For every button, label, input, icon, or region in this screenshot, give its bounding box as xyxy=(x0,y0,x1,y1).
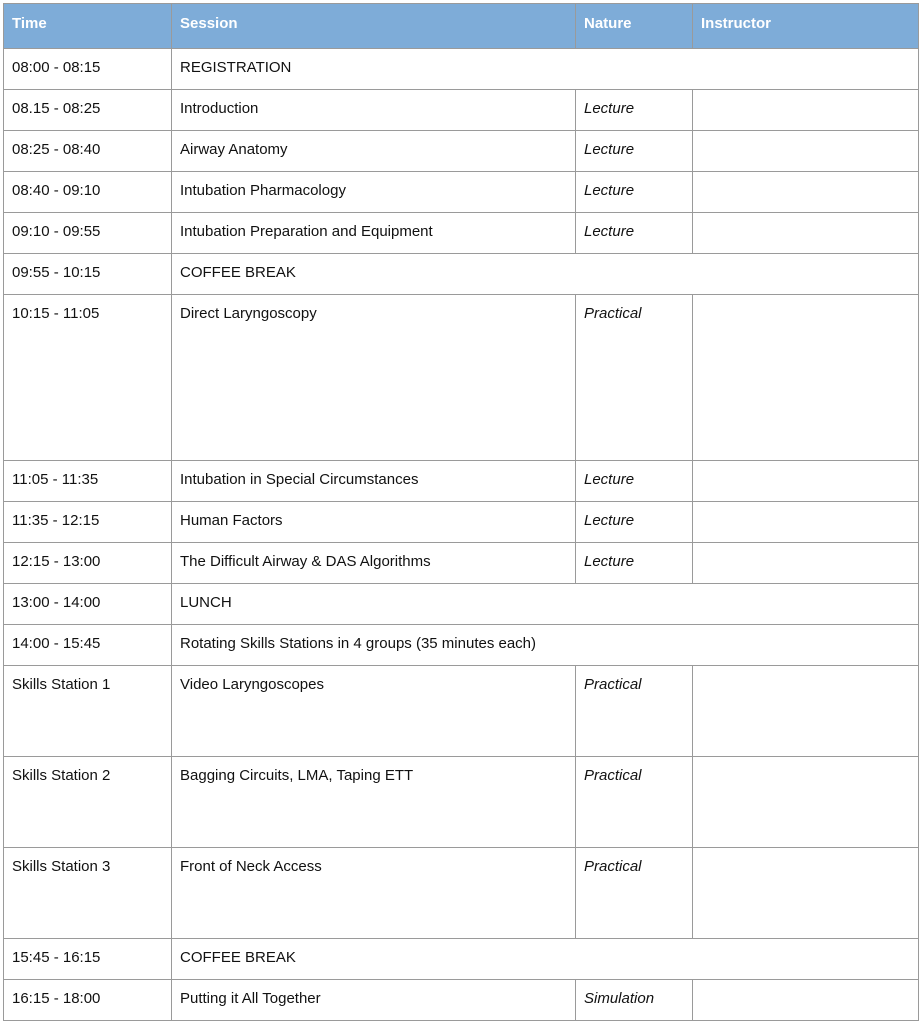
session-cell: COFFEE BREAK xyxy=(172,254,919,295)
nature-cell: Lecture xyxy=(576,502,693,543)
time-cell: 09:55 - 10:15 xyxy=(4,254,172,295)
session-cell: COFFEE BREAK xyxy=(172,939,919,980)
table-row xyxy=(4,939,919,980)
table-row xyxy=(4,757,919,848)
time-cell: 16:15 - 18:00 xyxy=(4,980,172,1021)
instructor-cell xyxy=(693,666,919,757)
nature-cell: Practical xyxy=(576,848,693,939)
nature-cell: Lecture xyxy=(576,90,693,131)
nature-cell: Lecture xyxy=(576,172,693,213)
header-nature: Nature xyxy=(576,4,693,49)
session-cell: Intubation in Special Circumstances xyxy=(172,461,576,502)
instructor-cell xyxy=(693,172,919,213)
time-cell: 08:40 - 09:10 xyxy=(4,172,172,213)
time-cell: 12:15 - 13:00 xyxy=(4,543,172,584)
time-cell: 14:00 - 15:45 xyxy=(4,625,172,666)
nature-cell: Lecture xyxy=(576,543,693,584)
table-row xyxy=(4,461,919,502)
nature-cell: Practical xyxy=(576,757,693,848)
time-cell: 08.15 - 08:25 xyxy=(4,90,172,131)
session-cell: Human Factors xyxy=(172,502,576,543)
table-row xyxy=(4,666,919,757)
table-row xyxy=(4,295,919,461)
nature-cell: Practical xyxy=(576,666,693,757)
session-cell: Rotating Skills Stations in 4 groups (35 minutes each) xyxy=(172,625,919,666)
time-cell: 15:45 - 16:15 xyxy=(4,939,172,980)
instructor-cell xyxy=(693,90,919,131)
instructor-cell xyxy=(693,295,919,461)
header-row xyxy=(4,4,919,49)
table-row xyxy=(4,502,919,543)
table-row xyxy=(4,980,919,1021)
instructor-cell xyxy=(693,848,919,939)
instructor-cell xyxy=(693,461,919,502)
table-row xyxy=(4,254,919,295)
table-row xyxy=(4,49,919,90)
time-cell: Skills Station 1 xyxy=(4,666,172,757)
session-cell: Intubation Preparation and Equipment xyxy=(172,213,576,254)
table-row xyxy=(4,131,919,172)
time-cell: 13:00 - 14:00 xyxy=(4,584,172,625)
table-row xyxy=(4,213,919,254)
instructor-cell xyxy=(693,757,919,848)
session-cell: Intubation Pharmacology xyxy=(172,172,576,213)
session-cell: The Difficult Airway & DAS Algorithms xyxy=(172,543,576,584)
time-cell: 11:35 - 12:15 xyxy=(4,502,172,543)
time-cell: 09:10 - 09:55 xyxy=(4,213,172,254)
instructor-cell xyxy=(693,502,919,543)
time-cell: 10:15 - 11:05 xyxy=(4,295,172,461)
instructor-cell xyxy=(693,543,919,584)
nature-cell: Lecture xyxy=(576,213,693,254)
time-cell: Skills Station 2 xyxy=(4,757,172,848)
session-cell: LUNCH xyxy=(172,584,919,625)
nature-cell: Lecture xyxy=(576,131,693,172)
session-cell: REGISTRATION xyxy=(172,49,919,90)
session-cell: Putting it All Together xyxy=(172,980,576,1021)
session-cell: Bagging Circuits, LMA, Taping ETT xyxy=(172,757,576,848)
time-cell: Skills Station 3 xyxy=(4,848,172,939)
instructor-cell xyxy=(693,213,919,254)
instructor-cell xyxy=(693,131,919,172)
header-session: Session xyxy=(172,4,576,49)
schedule-table xyxy=(3,3,919,1021)
session-cell: Introduction xyxy=(172,90,576,131)
time-cell: 08:00 - 08:15 xyxy=(4,49,172,90)
instructor-cell xyxy=(693,980,919,1021)
nature-cell: Simulation xyxy=(576,980,693,1021)
table-row xyxy=(4,172,919,213)
header-instructor: Instructor xyxy=(693,4,919,49)
nature-cell: Lecture xyxy=(576,461,693,502)
table-row xyxy=(4,543,919,584)
table-row xyxy=(4,584,919,625)
table-row xyxy=(4,90,919,131)
header-time: Time xyxy=(4,4,172,49)
session-cell: Airway Anatomy xyxy=(172,131,576,172)
session-cell: Video Laryngoscopes xyxy=(172,666,576,757)
session-cell: Front of Neck Access xyxy=(172,848,576,939)
table-row xyxy=(4,848,919,939)
time-cell: 11:05 - 11:35 xyxy=(4,461,172,502)
nature-cell: Practical xyxy=(576,295,693,461)
time-cell: 08:25 - 08:40 xyxy=(4,131,172,172)
session-cell: Direct Laryngoscopy xyxy=(172,295,576,461)
table-row xyxy=(4,625,919,666)
